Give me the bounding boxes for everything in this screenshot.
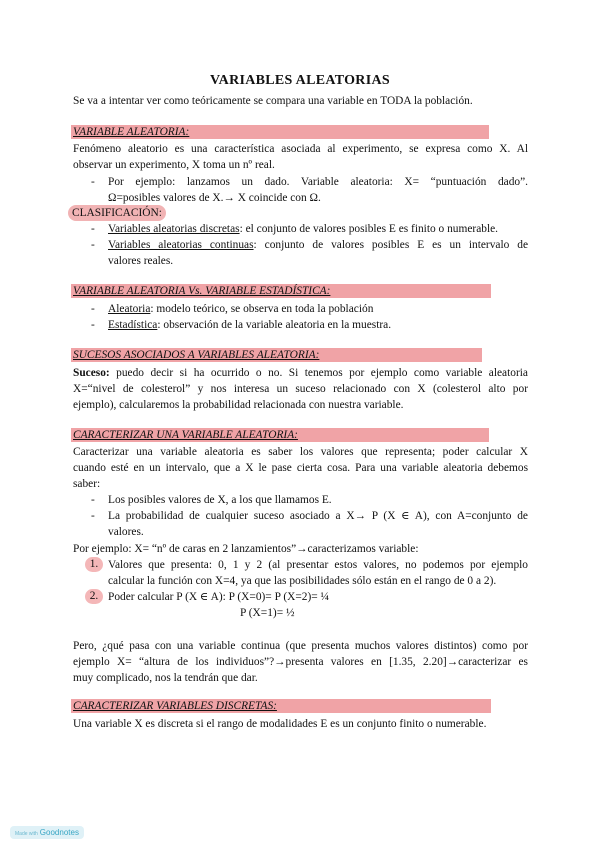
bullet-dash: -	[91, 319, 95, 331]
discretas-definition: : el conjunto de valores posibles E es finito o numerable.	[239, 223, 499, 235]
section-heading-caracterizar: CARACTERIZAR UNA VARIABLE ALEATORIA:	[71, 428, 489, 442]
s3-line-3: ejemplo), calcularemos la probabilidad relacionada con nuestra variable.	[73, 399, 404, 411]
s3-line-1	[73, 365, 528, 381]
numbered-item-1-line-2: calcular la función con X=4, ya que las posibilidades sólo están en el rango de 0 a 2).	[108, 575, 497, 587]
s4-bullet-2-line-2: valores.	[108, 526, 144, 538]
section-heading-aleatoria-vs-estadistica: VARIABLE ALEATORIA Vs. VARIABLE ESTADÍSTICA:	[71, 284, 491, 298]
s1-bullet-line-2: Ω=posibles valores de X.→ X coincide con Ω.	[108, 192, 321, 204]
s2-bullet-estadistica	[108, 317, 528, 333]
s4-example: Por ejemplo: X= “nº de caras en 2 lanzamientos”→caracterizamos variable:	[73, 543, 419, 555]
continuas-definition-line-2: valores reales.	[108, 255, 174, 267]
badge-brand: Goodnotes	[39, 828, 79, 837]
badge-made-with: Made with	[15, 831, 38, 837]
bullet-dash: -	[91, 176, 95, 188]
s4-paragraph-line-1: Pero, ¿qué pasa con una variable continua (que presenta muchos valores distintos) como por	[73, 640, 528, 652]
section-heading-sucesos: SUCESOS ASOCIADOS A VARIABLES ALEATORIA:	[71, 348, 482, 362]
s2-bullet-aleatoria	[108, 301, 528, 317]
bullet-dash: -	[91, 510, 95, 522]
clasificacion-label: CLASIFICACIÓN:	[68, 205, 166, 221]
s1-bullet-line-1: Por ejemplo: lanzamos un dado. Variable aleatoria: X= “puntuación dado”.	[108, 176, 528, 188]
clasificacion-item-continuas	[108, 237, 528, 253]
s3-line-2: X=“nivel de colesterol” y nos interesa un suceso relacionado con X (colesterol alto por	[73, 383, 528, 395]
term-aleatoria: Aleatoria	[108, 303, 151, 315]
term-estadistica: Estadística	[108, 319, 158, 331]
bullet-dash: -	[91, 239, 95, 251]
clasificacion-item-discretas	[108, 221, 528, 237]
goodnotes-badge	[10, 826, 84, 839]
s4-paragraph-line-2: ejemplo X= “altura de los individuos”?→presenta valores en [1.35, 2.20]→caracterizar es	[73, 656, 528, 668]
section-heading-discretas: CARACTERIZAR VARIABLES DISCRETAS:	[71, 699, 491, 713]
term-suceso: Suceso:	[73, 367, 110, 379]
s4-bullet-2-line-1: La probabilidad de cualquier suceso asociado a X→ P (X ∈ A), con A=conjunto de	[108, 510, 528, 522]
estadistica-definition: : observación de la variable aleatoria en la muestra.	[157, 319, 392, 331]
s4-line-3: saber:	[73, 478, 101, 490]
page-title: VARIABLES ALEATORIAS	[210, 73, 390, 88]
numbered-marker-2: 2.	[85, 589, 103, 604]
aleatoria-definition: : modelo teórico, se observa en toda la población	[150, 303, 374, 315]
s1-paragraph-line-2: observar un experimento, X toma un nº real.	[73, 159, 275, 171]
numbered-marker-1: 1.	[85, 557, 103, 572]
s4-paragraph-line-3: muy complicado, nos la tendrán que dar.	[73, 672, 258, 684]
numbered-item-2-line-2: P (X=1)= ½	[240, 607, 295, 619]
s1-paragraph-line-1: Fenómeno aleatorio es una característica asociada al experimento, se expresa como X. Al	[73, 143, 528, 155]
s4-line-1: Caracterizar una variable aleatoria es saber los valores que representa; poder calcular X	[73, 446, 528, 458]
numbered-item-1-line-1: Valores que presenta: 0, 1 y 2 (al presentar estos valores, no podemos por ejemplo	[108, 559, 528, 571]
bullet-dash: -	[91, 303, 95, 315]
bullet-dash: -	[91, 494, 95, 506]
term-continuas: Variables aleatorias continuas	[108, 239, 254, 251]
numbered-item-2-line-1: Poder calcular P (X ∈ A): P (X=0)= P (X=2)= ¼	[108, 591, 330, 603]
bullet-dash: -	[91, 223, 95, 235]
s4-bullet-1: Los posibles valores de X, a los que llamamos E.	[108, 494, 332, 506]
continuas-definition: : conjunto de valores posibles E es un intervalo de	[253, 239, 528, 251]
section-heading-variable-aleatoria: VARIABLE ALEATORIA:	[71, 125, 489, 139]
intro-text: Se va a intentar ver como teóricamente se compara una variable en TODA la población.	[73, 95, 473, 107]
s5-line-1: Una variable X es discreta si el rango de modalidades E es un conjunto finito o numerable.	[73, 718, 487, 730]
suceso-definition: puedo decir si ha ocurrido o no. Si tenemos por ejemplo como variable aleatoria	[109, 367, 528, 379]
term-discretas: Variables aleatorias discretas	[108, 223, 240, 235]
s4-line-2: cuando esté en un intervalo, que a X le pase cierta cosa. Para una variable aleatoria debemos	[73, 462, 528, 474]
